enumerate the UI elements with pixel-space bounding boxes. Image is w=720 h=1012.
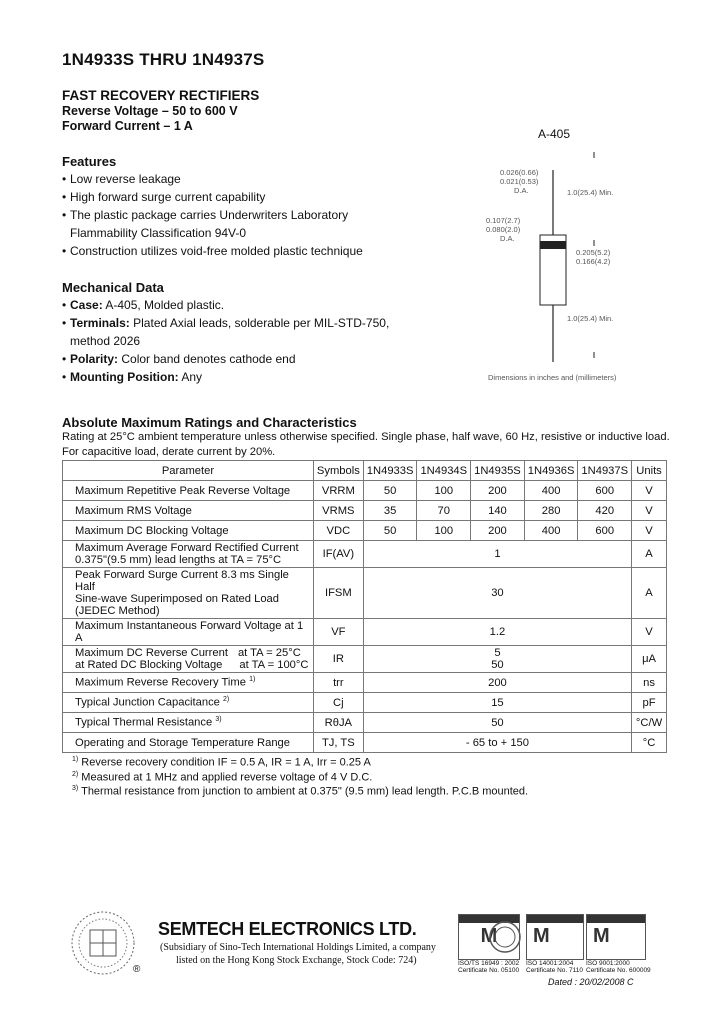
features-heading: Features [62,154,117,169]
footnote-text: Reverse recovery condition IF = 0.5 A, IR = 1 A, Irr = 0.25 A [81,756,371,769]
mech-polarity [62,350,422,368]
cert-number: Certificate No. 05100 [458,967,520,974]
cert-2-text [526,960,583,974]
param-cell [63,673,314,693]
table-row [63,673,667,693]
dimension-note: Dimensions in inches and (millimeters) [488,373,617,382]
value-line: 50 [491,659,504,671]
table-row [63,521,667,541]
value-cell: 50 [363,713,631,733]
unit-cell: °C/W [632,713,667,733]
footnote-text: Thermal resistance from junction to ambient at 0.375" (9.5 mm) lead length. P.C.B mounted. [81,785,529,798]
symbol-cell: trr [313,673,363,693]
unit-cell: °C [632,733,667,753]
feature-item [62,206,422,242]
footnote-1 [72,756,371,769]
mechanical-list [62,296,422,386]
ratings-heading: Absolute Maximum Ratings and Characteristics [62,415,357,430]
dim-text: D.A. [500,234,515,243]
mech-case [62,296,422,314]
dim-lead-dia [500,168,538,195]
symbol-cell: RθJA [313,713,363,733]
features-list [62,170,422,260]
table-row [63,481,667,501]
table-row [63,733,667,753]
symbol-cell: Cj [313,693,363,713]
symbol-cell: TJ, TS [313,733,363,753]
dim-lead-length: 1.0(25.4) Min. [567,188,614,197]
unit-cell: pF [632,693,667,713]
value-cell: 140 [471,501,525,521]
footnote-2 [72,771,372,784]
mechanical-heading: Mechanical Data [62,280,164,295]
mech-terminals-label: Terminals: [70,316,130,330]
param-cell [63,713,314,733]
value-cell: 200 [471,481,525,501]
dim-text: 0.205(5.2) [576,248,611,257]
feature-text: The plastic package carries Underwriters Laboratory [70,208,349,222]
unit-cell: V [632,501,667,521]
dim-text: 0.080(2.0) [486,225,521,234]
param-line: Maximum Average Forward Rectified Current [75,542,299,554]
param-line: (JEDEC Method) [75,605,160,617]
unit-cell: V [632,521,667,541]
footnote-ref: 2) [223,696,230,704]
param-text: Maximum Reverse Recovery Time [75,676,246,689]
feature-item: • Construction utilizes void-free molded plastic technique [62,242,422,260]
param-cell: Maximum Instantaneous Forward Voltage at 1 A [63,619,314,646]
footnote-ref: 1) [249,676,256,684]
th-parameter: Parameter [63,461,314,481]
unit-cell: ns [632,673,667,693]
param-text: Maximum DC Reverse Current [75,647,228,659]
param-line [75,659,310,671]
cert-label: ISO 14001:2004 [526,960,574,967]
table-row [63,501,667,521]
th-part: 1N4936S [524,461,578,481]
value-cell: 600 [578,521,632,541]
reverse-voltage: Reverse Voltage – 50 to 600 V [62,104,238,118]
dim-body-length [576,248,610,266]
cert-seal-icon [488,920,522,954]
symbol-cell: VRRM [313,481,363,501]
value-cell: 50 [363,481,417,501]
mech-polarity-label: Polarity: [70,352,119,366]
unit-cell: A [632,541,667,568]
param-cond: at TA = 25°C [237,647,301,659]
symbol-cell: VF [313,619,363,646]
value-cell: 15 [363,693,631,713]
cert-logo-1-icon: M [458,914,520,960]
value-cell: 280 [524,501,578,521]
mech-case-label: Case: [70,298,103,312]
param-cell [63,646,314,673]
page-title: 1N4933S THRU 1N4937S [62,50,265,69]
mech-polarity-text: Color band denotes cathode end [121,352,296,366]
param-text: at Rated DC Blocking Voltage [75,659,223,671]
mech-terminals-cont: method 2026 [70,334,141,348]
cert-number: Certificate No. 7110 [526,967,583,974]
th-part: 1N4934S [417,461,471,481]
company-sub-1: (Subsidiary of Sino-Tech International Holdings Limited, a company [160,942,436,953]
cert-label: ISO/TS 16949 : 2002 [458,960,520,967]
product-subtitle: FAST RECOVERY RECTIFIERS [62,88,260,103]
param-cell [63,693,314,713]
symbol-cell: IF(AV) [313,541,363,568]
feature-text-cont: Flammability Classification 94V-0 [70,226,247,240]
dim-text: D.A. [514,186,529,195]
ratings-table [62,460,667,753]
footnote-num: 3) [72,785,79,792]
table-row [63,568,667,619]
value-cell: - 65 to + 150 [363,733,631,753]
th-part: 1N4935S [471,461,525,481]
feature-item: • High forward surge current capability [62,188,422,206]
value-cell: 70 [417,501,471,521]
cert-1-text [458,960,519,974]
param-line: Peak Forward Surge Current 8.3 ms Single Half [75,569,289,593]
param-text: Typical Junction Capacitance [75,696,220,709]
package-name: A-405 [538,127,571,141]
footnote-3 [72,785,528,798]
table-header-row [63,461,667,481]
mech-terminals [62,314,422,350]
dim-body-dia [486,216,520,243]
footnote-text: Measured at 1 MHz and applied reverse voltage of 4 V D.C. [81,771,373,784]
symbol-cell: IR [313,646,363,673]
cert-logo-3-icon: M [586,914,646,960]
value-cell: 100 [417,521,471,541]
param-line: 0.375"(9.5 mm) lead lengths at TA = 75°C [75,554,282,566]
unit-cell: μA [632,646,667,673]
value-cell: 100 [417,481,471,501]
registered-mark: ® [133,964,141,975]
company-sub-2: listed on the Hong Kong Stock Exchange, Stock Code: 724) [176,955,417,966]
dim-text: 0.021(0.53) [500,177,539,186]
param-cell [63,541,314,568]
param-cell: Maximum Repetitive Peak Reverse Voltage [63,481,314,501]
dim-lead-length-2: 1.0(25.4) Min. [567,314,614,323]
cert-logo-2-icon: M [526,914,584,960]
footnote-num: 1) [72,756,79,763]
company-name: SEMTECH ELECTRONICS LTD. [158,919,417,939]
unit-cell: V [632,619,667,646]
unit-cell: A [632,568,667,619]
param-cell: Maximum RMS Voltage [63,501,314,521]
value-cell: 420 [578,501,632,521]
value-cell: 400 [524,521,578,541]
unit-cell: V [632,481,667,501]
ratings-note-2: For capacitive load, derate current by 20%. [62,446,276,458]
value-cell: 200 [363,673,631,693]
cert-label: ISO 9001:2000 [586,960,630,967]
mech-terminals-text: Plated Axial leads, solderable per MIL-STD-750, [133,316,390,330]
param-line [75,647,310,659]
param-cell [63,568,314,619]
th-symbols: Symbols [313,461,363,481]
param-line: Sine-wave Superimposed on Rated Load [75,593,279,605]
cert-3-text [586,960,651,974]
symbol-cell: VRMS [313,501,363,521]
feature-item: • Low reverse leakage [62,170,422,188]
param-cell: Operating and Storage Temperature Range [63,733,314,753]
value-line: 5 [494,647,501,659]
symbol-cell: VDC [313,521,363,541]
value-cell: 35 [363,501,417,521]
dim-text: 0.026(0.66) [500,168,539,177]
dim-text: 0.107(2.7) [486,216,521,225]
forward-current: Forward Current – 1 A [62,119,193,133]
mech-case-text: A-405, Molded plastic. [105,298,225,312]
table-row [63,619,667,646]
th-part: 1N4933S [363,461,417,481]
value-cell [363,646,631,673]
value-cell: 30 [363,568,631,619]
value-cell: 1 [363,541,631,568]
mech-mounting [62,368,422,386]
table-row [63,646,667,673]
symbol-cell: IFSM [313,568,363,619]
footnote-ref: 3) [215,716,222,724]
value-cell: 400 [524,481,578,501]
package-drawing [470,140,650,380]
table-row [63,693,667,713]
dated-text: Dated : 20/02/2008 C [548,977,634,987]
value-cell: 50 [363,521,417,541]
mech-mounting-text: Any [181,370,202,384]
table-row [63,541,667,568]
dim-text: 0.166(4.2) [576,257,611,266]
cathode-band [540,241,566,249]
value-cell: 200 [471,521,525,541]
param-cond: at TA = 100°C [239,659,309,671]
table-row [63,713,667,733]
cert-number: Certificate No. 600009 [586,967,651,974]
th-units: Units [632,461,667,481]
mech-mounting-label: Mounting Position: [70,370,179,384]
param-cell: Maximum DC Blocking Voltage [63,521,314,541]
company-logo-icon [70,910,136,976]
footnote-num: 2) [72,771,79,778]
th-part: 1N4937S [578,461,632,481]
param-text: Typical Thermal Resistance [75,716,213,729]
value-cell: 600 [578,481,632,501]
value-cell: 1.2 [363,619,631,646]
ratings-note-1: Rating at 25°C ambient temperature unless otherwise specified. Single phase, half wave, 60 Hz, resistive or inductive load. [62,431,670,443]
